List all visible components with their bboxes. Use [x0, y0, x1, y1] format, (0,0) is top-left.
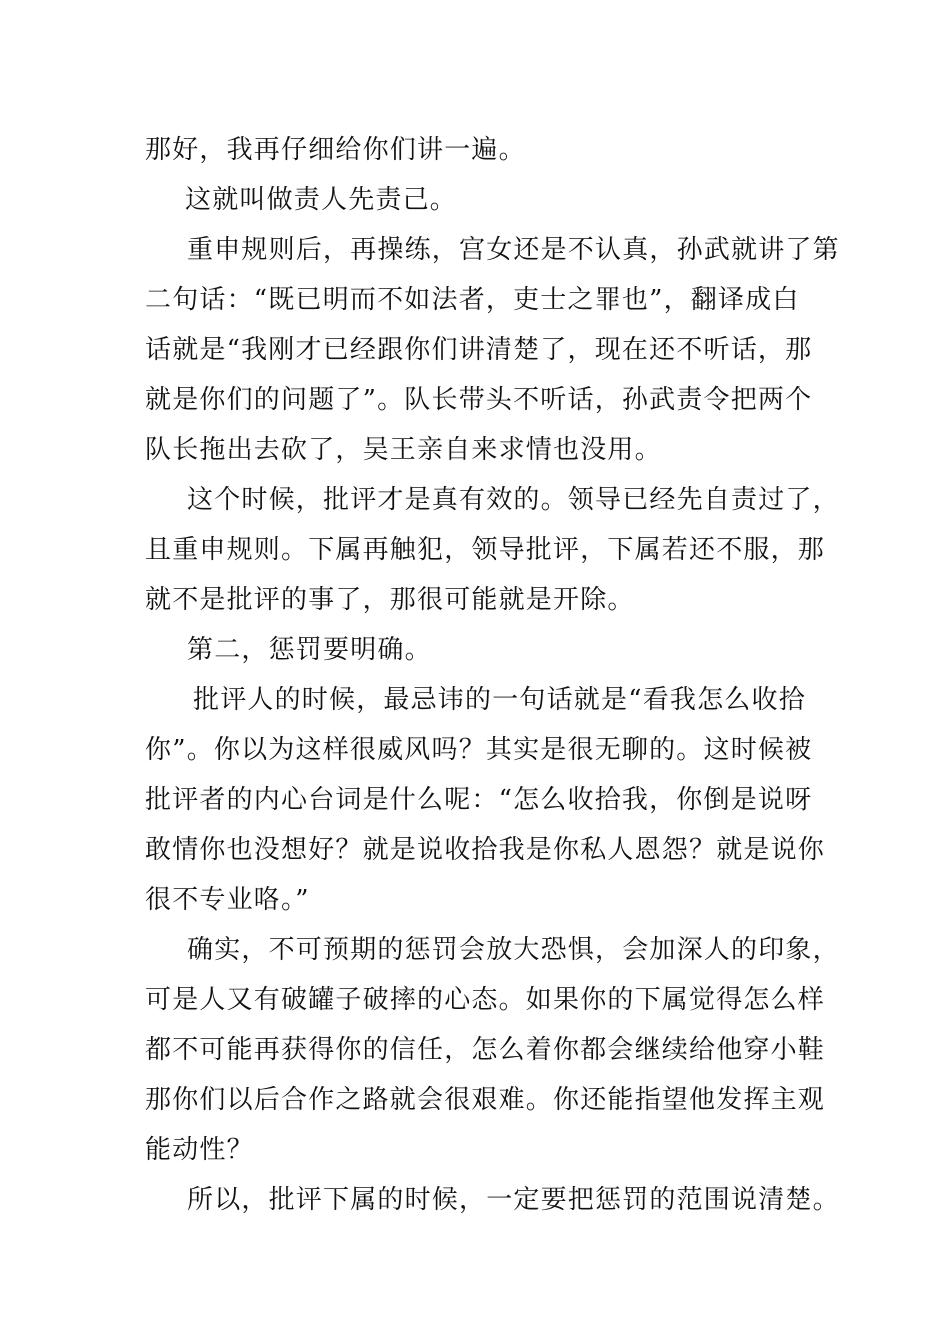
- text-line: 敢情你也没想好？就是说收拾我是你私人恩怨？就是说你: [145, 835, 826, 865]
- text-line: 你”。你以为这样很威风吗？其实是很无聊的。这时候被: [145, 735, 813, 765]
- text-line: 第二，惩罚要明确。: [187, 635, 432, 665]
- text-line: 很不专业咯。”: [145, 885, 310, 915]
- text-line: 队长拖出去砍了，吴王亲自来求情也没用。: [145, 435, 662, 465]
- text-line: 可是人又有破罐子破摔的心态。如果你的下属觉得怎么样: [145, 985, 826, 1015]
- text-line: 二句话：“既已明而不如法者，吏士之罪也”，翻译成白: [145, 285, 800, 315]
- text-line: 那好，我再仔细给你们讲一遍。: [145, 135, 526, 165]
- text-line: 这个时候，批评才是真有效的。领导已经先自责过了，: [187, 485, 840, 515]
- text-line: 这就叫做责人先责己。: [185, 185, 458, 215]
- text-line: 话就是“我刚才已经跟你们讲清楚了，现在还不听话，那: [145, 335, 813, 365]
- text-line: 都不可能再获得你的信任，怎么着你都会继续给他穿小鞋: [145, 1035, 826, 1065]
- text-line: 就不是批评的事了，那很可能就是开除。: [145, 585, 635, 615]
- text-line: 批评者的内心台词是什么呢：“怎么收拾我，你倒是说呀: [145, 785, 813, 815]
- text-line: 那你们以后合作之路就会很艰难。你还能指望他发挥主观: [145, 1085, 826, 1115]
- text-line: 能动性？: [145, 1135, 254, 1165]
- text-line: 确实，不可预期的惩罚会放大恐惧，会加深人的印象，: [187, 935, 840, 965]
- text-line: 重申规则后，再操练，宫女还是不认真，孙武就讲了第: [187, 235, 840, 265]
- text-line: 所以，批评下属的时候，一定要把惩罚的范围说清楚。: [187, 1185, 840, 1215]
- text-line: 批评人的时候，最忌讳的一句话就是“看我怎么收拾: [193, 685, 806, 715]
- text-line: 就是你们的问题了”。队长带头不听话，孙武责令把两个: [145, 385, 813, 415]
- text-line: 且重申规则。下属再触犯，领导批评，下属若还不服，那: [145, 535, 826, 565]
